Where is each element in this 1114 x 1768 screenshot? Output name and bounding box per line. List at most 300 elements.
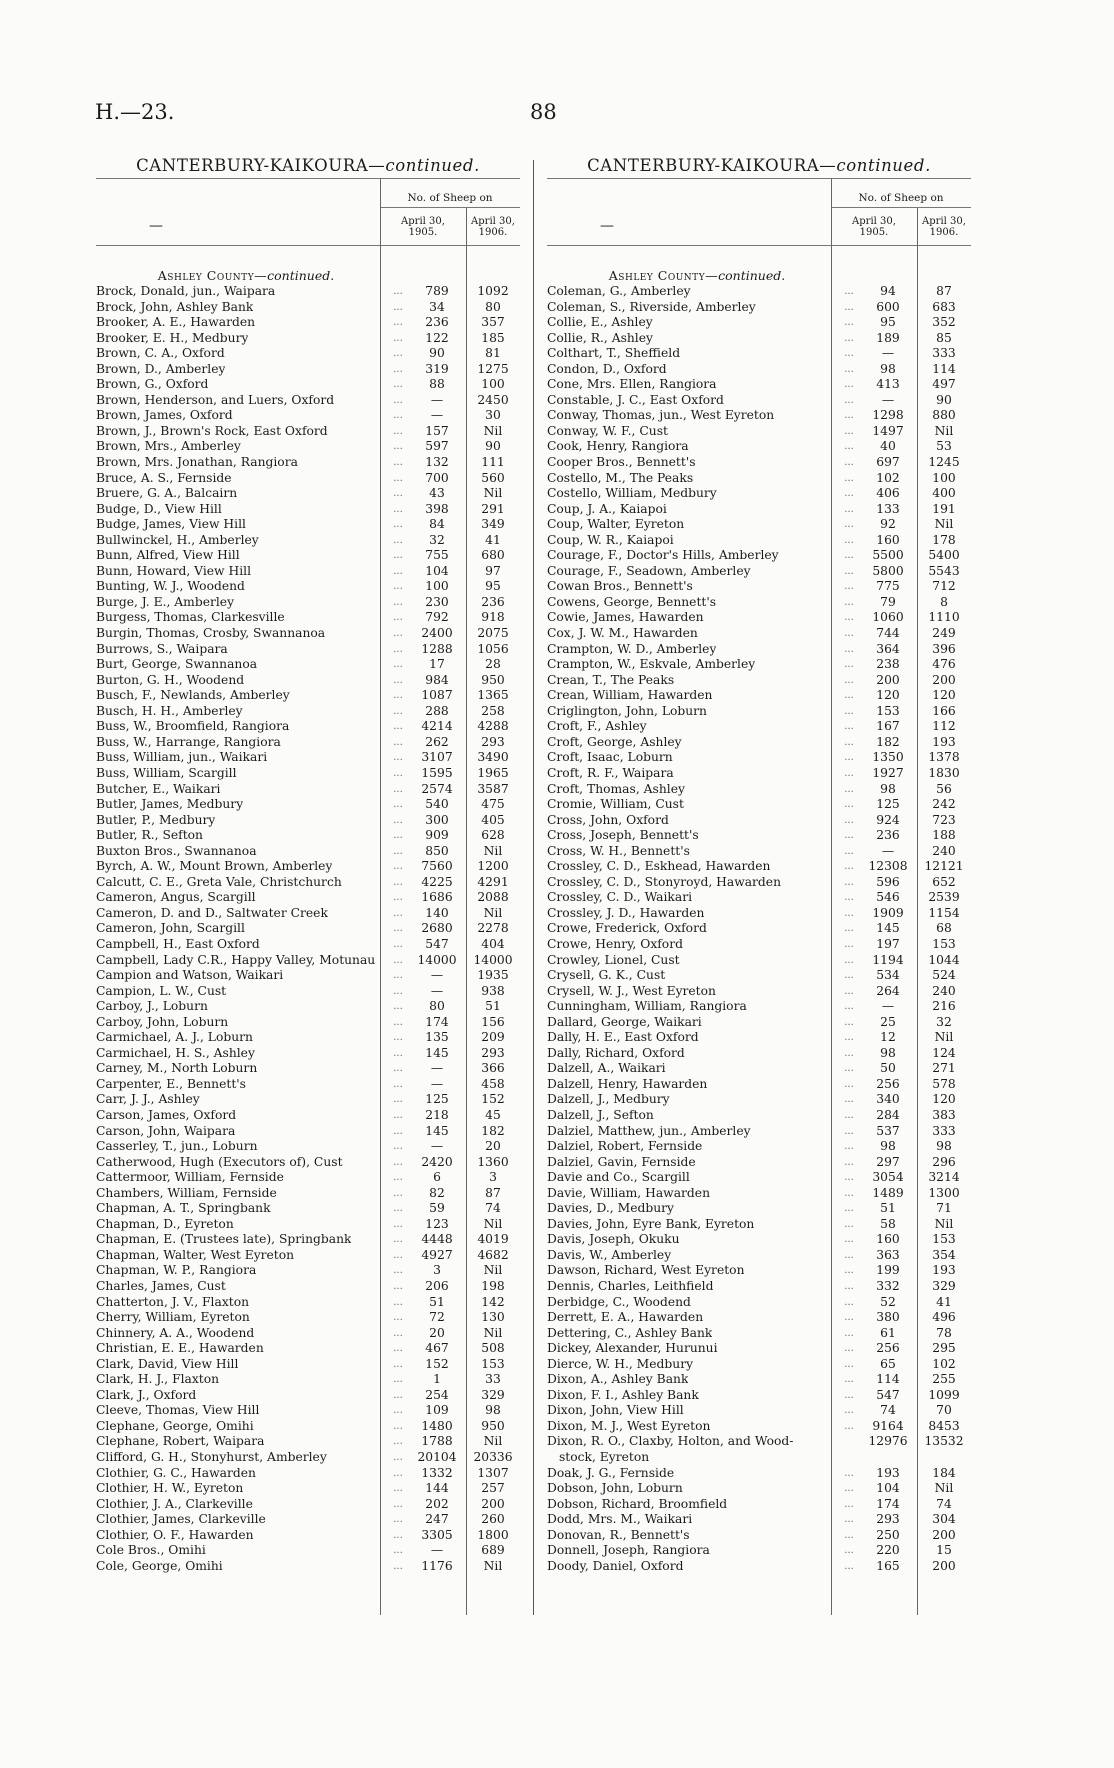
sheep-1905: 256 xyxy=(876,1076,900,1091)
sheep-1905: 14000 xyxy=(417,952,457,967)
sheep-1906: 32 xyxy=(936,1014,952,1029)
sheep-1906: 304 xyxy=(932,1512,956,1527)
sheep-1906: Nil xyxy=(934,517,954,532)
leader-dots: ... xyxy=(844,363,854,375)
table-row xyxy=(96,315,520,331)
section-title-county: Ashley County— xyxy=(157,268,268,283)
sheep-1905: 792 xyxy=(425,610,449,625)
owner-name: Clothier, O. F., Hawarden xyxy=(96,1527,254,1542)
owner-name: Brooker, A. E., Hawarden xyxy=(96,315,256,330)
owner-name: Clothier, J. A., Clarkeville xyxy=(96,1496,253,1511)
table-row xyxy=(96,1170,520,1186)
sheep-1905: 160 xyxy=(876,532,900,547)
leader-dots: ... xyxy=(393,628,403,640)
sheep-1905: 5800 xyxy=(872,563,904,578)
owner-name: Burgin, Thomas, Crosby, Swannanoa xyxy=(96,626,326,641)
sheep-1905: 32 xyxy=(429,532,445,547)
sheep-1906: Nil xyxy=(483,1434,503,1449)
sheep-1905: 2574 xyxy=(421,781,453,796)
sheep-1905: 12 xyxy=(880,1030,896,1045)
sheep-1905: 5500 xyxy=(872,548,904,563)
owner-name: Clephane, George, Omihi xyxy=(96,1418,254,1433)
owner-name: Dalzell, A., Waikari xyxy=(547,1061,666,1076)
sheep-1906: 258 xyxy=(481,703,505,718)
sheep-1906: 98 xyxy=(485,1403,501,1418)
owner-name: Crean, T., The Peaks xyxy=(547,672,675,687)
leader-dots: ... xyxy=(393,1312,403,1324)
owner-name: Dally, Richard, Oxford xyxy=(547,1045,685,1060)
sheep-1906: 240 xyxy=(932,983,956,998)
leader-dots: ... xyxy=(844,1141,854,1153)
sheep-1906: 209 xyxy=(481,1030,505,1045)
leader-dots: ... xyxy=(844,394,854,406)
sheep-1906: 153 xyxy=(932,1232,956,1247)
table-row xyxy=(96,1357,520,1373)
sheep-1906: 652 xyxy=(932,874,956,889)
sheep-1905: 17 xyxy=(429,657,445,672)
table-row xyxy=(547,766,971,782)
sheep-1906: 184 xyxy=(932,1465,956,1480)
sheep-1906: 156 xyxy=(481,1014,505,1029)
column-title-continued: continued. xyxy=(385,156,480,175)
leader-dots: ... xyxy=(844,581,854,593)
owner-name: Dickey, Alexander, Hurunui xyxy=(547,1341,718,1356)
sheep-1905: 88 xyxy=(429,377,445,392)
owner-name: Condon, D., Oxford xyxy=(547,361,667,376)
sheep-1906: 78 xyxy=(936,1325,952,1340)
leader-dots: ... xyxy=(844,1483,854,1495)
sheep-1905: — xyxy=(430,1139,444,1154)
sheep-1905: 236 xyxy=(876,828,900,843)
sheep-1905: 167 xyxy=(876,719,900,734)
owner-name: Buss, W., Harrange, Rangiora xyxy=(96,734,281,749)
table-row xyxy=(547,968,971,984)
owner-name: Dalzell, J., Medbury xyxy=(547,1092,670,1107)
sheep-1905: 537 xyxy=(876,1123,900,1138)
owner-name: Campion and Watson, Waikari xyxy=(96,968,284,983)
sheep-1905: 202 xyxy=(425,1496,449,1511)
leader-dots: ... xyxy=(393,1234,403,1246)
leader-dots: ... xyxy=(393,348,403,360)
leader-dots: ... xyxy=(393,1467,403,1479)
sheep-1906: 242 xyxy=(932,797,956,812)
table-row xyxy=(547,610,971,626)
sheep-1905: 58 xyxy=(880,1216,896,1231)
sheep-1906: 87 xyxy=(936,284,952,298)
owner-name: Davies, D., Medbury xyxy=(547,1201,674,1216)
table-row xyxy=(96,953,520,969)
table-row xyxy=(96,595,520,611)
sheep-1905: 597 xyxy=(425,439,449,454)
leader-dots: ... xyxy=(393,954,403,966)
sheep-1905: 236 xyxy=(425,315,449,330)
owner-name: Conway, W. F., Cust xyxy=(547,423,668,438)
sheep-1905: 775 xyxy=(876,579,900,594)
leader-dots: ... xyxy=(393,286,403,297)
owner-name: Budge, James, View Hill xyxy=(96,517,246,532)
owner-name: Catherwood, Hugh (Executors of), Cust xyxy=(96,1154,343,1169)
leader-dots: ... xyxy=(844,845,854,857)
table-row xyxy=(96,579,520,595)
owner-name: Clark, J., Oxford xyxy=(96,1387,197,1402)
sheep-1906: 2278 xyxy=(477,921,509,936)
sheep-1905: 43 xyxy=(429,486,445,501)
table-row xyxy=(96,1248,520,1264)
sheep-1905: 4448 xyxy=(421,1232,453,1247)
table-row xyxy=(96,486,520,502)
header-col-1905-line2: 1905. xyxy=(408,227,438,238)
sheep-1906: 938 xyxy=(481,983,505,998)
owner-name: Brown, James, Oxford xyxy=(96,408,233,423)
table-row xyxy=(547,719,971,735)
owner-name: Chatterton, J. V., Flaxton xyxy=(96,1294,250,1309)
leader-dots: ... xyxy=(844,1249,854,1261)
sheep-1905: — xyxy=(430,968,444,983)
sheep-1905: 123 xyxy=(425,1216,449,1231)
leader-dots: ... xyxy=(844,628,854,640)
table-row xyxy=(96,1528,520,1544)
sheep-1905: 2420 xyxy=(421,1154,453,1169)
section-title-county: Ashley County— xyxy=(608,268,719,283)
sheep-1906: 333 xyxy=(932,1123,956,1138)
leader-dots: ... xyxy=(393,1498,403,1510)
table-row xyxy=(96,548,520,564)
table-row xyxy=(547,782,971,798)
owner-name: Davie, William, Hawarden xyxy=(547,1185,710,1200)
owner-name: Dalzell, J., Sefton xyxy=(547,1107,654,1122)
sheep-1906: Nil xyxy=(934,1216,954,1231)
owner-name: Donovan, R., Bennett's xyxy=(547,1527,690,1542)
table-row xyxy=(547,890,971,906)
owner-name: Butler, P., Medbury xyxy=(96,812,216,827)
leader-dots: ... xyxy=(393,332,403,344)
table-row xyxy=(547,1077,971,1093)
leader-dots: ... xyxy=(844,721,854,733)
sheep-1905: 145 xyxy=(425,1045,449,1060)
sheep-1906: 1300 xyxy=(928,1185,960,1200)
header-col-1906-line2: 1906. xyxy=(478,227,508,238)
sheep-1906: 524 xyxy=(932,968,956,983)
owner-name: Crysell, W. J., West Eyreton xyxy=(547,983,716,998)
sheep-1906: 497 xyxy=(932,377,956,392)
sheep-1906: 357 xyxy=(481,315,505,330)
sheep-1906: 293 xyxy=(481,1045,505,1060)
table-row xyxy=(547,1341,971,1357)
leader-dots: ... xyxy=(393,550,403,562)
sheep-1905: 98 xyxy=(880,781,896,796)
sheep-1906: 68 xyxy=(936,921,952,936)
owner-name: Brock, John, Ashley Bank xyxy=(96,299,254,314)
table-row xyxy=(547,1497,971,1513)
sheep-1906: 352 xyxy=(932,315,956,330)
owner-name: Coleman, G., Amberley xyxy=(547,284,691,298)
sheep-1906: 13532 xyxy=(924,1434,964,1449)
leader-dots: ... xyxy=(844,1187,854,1199)
leader-dots: ... xyxy=(393,1203,403,1215)
owner-name: Cherry, William, Eyreton xyxy=(96,1310,250,1325)
sheep-1906: 216 xyxy=(932,999,956,1014)
sheep-1905: 12308 xyxy=(868,859,908,874)
sheep-1905: 256 xyxy=(876,1341,900,1356)
owner-name: Calcutt, C. E., Greta Vale, Christchurch xyxy=(96,874,342,889)
column-title xyxy=(96,156,520,175)
leader-dots: ... xyxy=(844,783,854,795)
owner-name: Cole Bros., Omihi xyxy=(96,1543,206,1558)
owner-name: Byrch, A. W., Mount Brown, Amberley xyxy=(96,859,333,874)
owner-name: Brown, C. A., Oxford xyxy=(96,346,225,361)
leader-dots: ... xyxy=(393,985,403,997)
owner-name: Busch, F., Newlands, Amberley xyxy=(96,688,290,703)
leader-dots: ... xyxy=(844,892,854,904)
leader-dots: ... xyxy=(844,736,854,748)
table-row xyxy=(547,1186,971,1202)
leader-dots: ... xyxy=(393,814,403,826)
leader-dots: ... xyxy=(844,1514,854,1526)
owner-name: Carpenter, E., Bennett's xyxy=(96,1076,246,1091)
sheep-1906: 28 xyxy=(485,657,501,672)
owner-name: Dixon, John, View Hill xyxy=(547,1403,684,1418)
sheep-1906: 1056 xyxy=(477,641,509,656)
sheep-1906: 111 xyxy=(481,455,505,470)
leader-dots: ... xyxy=(393,1420,403,1432)
leader-dots: ... xyxy=(393,1063,403,1075)
leader-dots: ... xyxy=(844,799,854,811)
table-row xyxy=(547,797,971,813)
leader-dots: ... xyxy=(393,938,403,950)
owner-name: Cross, John, Oxford xyxy=(547,812,669,827)
sheep-1905: 20104 xyxy=(417,1450,457,1465)
table-row xyxy=(547,1543,971,1559)
table-row xyxy=(547,1155,971,1171)
owner-name: Burge, J. E., Amberley xyxy=(96,594,235,609)
table-row xyxy=(547,1139,971,1155)
sheep-1906: 349 xyxy=(481,517,505,532)
owner-name: Dalziel, Gavin, Fernside xyxy=(547,1154,696,1169)
sheep-1905: 1298 xyxy=(872,408,904,423)
owner-name: Dawson, Richard, West Eyreton xyxy=(547,1263,745,1278)
table-row xyxy=(96,1217,520,1233)
sheep-1905: 80 xyxy=(429,999,445,1014)
leader-dots: ... xyxy=(844,674,854,686)
header-group-label: No. of Sheep on xyxy=(407,192,493,204)
sheep-1905: 132 xyxy=(425,455,449,470)
header-rule-top xyxy=(547,178,971,179)
sheep-1906: 191 xyxy=(932,501,956,516)
sheep-1906: 45 xyxy=(485,1107,501,1122)
sheep-1906: 1099 xyxy=(928,1387,960,1402)
table-row xyxy=(547,346,971,362)
table-row xyxy=(547,1279,971,1295)
sheep-1905: 238 xyxy=(876,657,900,672)
table-row xyxy=(547,657,971,673)
header-col-1906-line2: 1906. xyxy=(929,227,959,238)
table-row xyxy=(547,300,971,316)
sheep-1905: 264 xyxy=(876,983,900,998)
table-row xyxy=(96,1077,520,1093)
sheep-1906: Nil xyxy=(483,1325,503,1340)
table-row xyxy=(96,610,520,626)
owner-name: Cowie, James, Hawarden xyxy=(547,610,704,625)
owner-name: Crysell, G. K., Cust xyxy=(547,968,666,983)
leader-dots: ... xyxy=(844,534,854,546)
leader-dots: ... xyxy=(844,1218,854,1230)
leader-dots: ... xyxy=(393,1094,403,1106)
owner-name: Doak, J. G., Fernside xyxy=(547,1465,675,1480)
leader-dots: ... xyxy=(844,472,854,484)
sheep-1906: 90 xyxy=(936,392,952,407)
owner-name: Constable, J. C., East Oxford xyxy=(547,392,724,407)
table-row xyxy=(547,1217,971,1233)
sheep-1905: 95 xyxy=(880,315,896,330)
sheep-1906: 4291 xyxy=(477,874,509,889)
leader-dots: ... xyxy=(393,1172,403,1184)
sheep-1905: — xyxy=(881,392,895,407)
table-row xyxy=(547,1512,971,1528)
table-row xyxy=(96,1543,520,1559)
leader-dots: ... xyxy=(393,1389,403,1401)
sheep-1905: 789 xyxy=(425,284,449,298)
sheep-1905: 102 xyxy=(876,470,900,485)
table-row xyxy=(547,284,971,300)
sheep-1905: 1489 xyxy=(872,1185,904,1200)
sheep-1905: 744 xyxy=(876,626,900,641)
sheep-1906: 271 xyxy=(932,1061,956,1076)
owner-name: Cole, George, Omihi xyxy=(96,1558,223,1573)
sheep-1905: — xyxy=(430,1061,444,1076)
leader-dots: ... xyxy=(844,752,854,764)
sheep-1905: 74 xyxy=(880,1403,896,1418)
sheep-1905: 1350 xyxy=(872,750,904,765)
column-divider xyxy=(533,160,534,1615)
owner-name: Brown, Mrs. Jonathan, Rangiora xyxy=(96,455,298,470)
sheep-1906: 112 xyxy=(932,719,956,734)
table-row xyxy=(96,1466,520,1482)
sheep-1905: 145 xyxy=(876,921,900,936)
owner-name: Brown, Mrs., Amberley xyxy=(96,439,241,454)
sheep-1905: 84 xyxy=(429,517,445,532)
owner-name: Davis, W., Amberley xyxy=(547,1247,672,1262)
sheep-1905: 300 xyxy=(425,812,449,827)
table-row xyxy=(96,471,520,487)
owner-name: Davis, Joseph, Okuku xyxy=(547,1232,680,1247)
sheep-1906: 200 xyxy=(932,672,956,687)
table-row xyxy=(547,595,971,611)
sheep-1905: 174 xyxy=(876,1496,900,1511)
leader-dots: ... xyxy=(844,550,854,562)
sheep-1906: 97 xyxy=(485,563,501,578)
sheep-1906: Nil xyxy=(483,486,503,501)
sheep-1906: 689 xyxy=(481,1543,505,1558)
table-row xyxy=(96,1186,520,1202)
leader-dots: ... xyxy=(393,767,403,779)
sheep-1906: 100 xyxy=(481,377,505,392)
header-col-1906-line1: April 30, xyxy=(922,216,966,227)
leader-dots: ... xyxy=(844,1234,854,1246)
table-row xyxy=(547,642,971,658)
owner-name: Derbidge, C., Woodend xyxy=(547,1294,691,1309)
table-row xyxy=(96,999,520,1015)
table-row xyxy=(96,533,520,549)
owner-name: Butler, James, Medbury xyxy=(96,797,244,812)
leader-dots: ... xyxy=(393,441,403,453)
sheep-1906: Nil xyxy=(483,1263,503,1278)
sheep-1906: 2450 xyxy=(477,392,509,407)
sheep-1905: 144 xyxy=(425,1481,449,1496)
sheep-1906: 4682 xyxy=(477,1247,509,1262)
leader-dots: ... xyxy=(844,348,854,360)
owner-name: Dettering, C., Ashley Bank xyxy=(547,1325,713,1340)
sheep-1906: 200 xyxy=(932,1558,956,1573)
sheep-1906: 20336 xyxy=(473,1450,513,1465)
table-row xyxy=(547,1061,971,1077)
sheep-1905: 92 xyxy=(880,517,896,532)
table-row xyxy=(96,346,520,362)
leader-dots: ... xyxy=(844,301,854,313)
sheep-1906: 142 xyxy=(481,1294,505,1309)
owner-name: Cromie, William, Cust xyxy=(547,797,684,812)
header-col-1905 xyxy=(831,216,917,238)
sheep-1905: 20 xyxy=(429,1325,445,1340)
column-title-continued: continued. xyxy=(836,156,931,175)
sheep-1905: 133 xyxy=(876,501,900,516)
table-row xyxy=(547,704,971,720)
sheep-1906: 90 xyxy=(485,439,501,454)
leader-dots: ... xyxy=(844,1529,854,1541)
section-title xyxy=(96,268,396,283)
sheep-1906: 475 xyxy=(481,797,505,812)
sheep-1906: 81 xyxy=(485,346,501,361)
header-rule-bottom xyxy=(547,245,971,246)
leader-dots: ... xyxy=(393,503,403,515)
leader-dots: ... xyxy=(393,1032,403,1044)
header-col-1905-line1: April 30, xyxy=(401,216,445,227)
owner-name: Dobson, Richard, Broomfield xyxy=(547,1496,728,1511)
sheep-1906: 70 xyxy=(936,1403,952,1418)
table-row xyxy=(547,953,971,969)
sheep-1905: — xyxy=(430,983,444,998)
sheep-1905: 153 xyxy=(876,703,900,718)
leader-dots: ... xyxy=(393,1436,403,1448)
table-row xyxy=(96,1434,520,1450)
owner-name: Criglington, John, Loburn xyxy=(547,703,707,718)
sheep-1906: 260 xyxy=(481,1512,505,1527)
sheep-1906: 85 xyxy=(936,330,952,345)
leader-dots: ... xyxy=(393,1187,403,1199)
sheep-1905: 1087 xyxy=(421,688,453,703)
table-row xyxy=(547,315,971,331)
sheep-1905: — xyxy=(881,346,895,361)
sheep-1906: 400 xyxy=(932,486,956,501)
header-col-1905 xyxy=(380,216,466,238)
owner-name: Dallard, George, Waikari xyxy=(547,1014,702,1029)
owner-name: Brown, D., Amberley xyxy=(96,361,226,376)
table-row xyxy=(96,657,520,673)
leader-dots: ... xyxy=(393,923,403,935)
owner-name: Brown, G., Oxford xyxy=(96,377,209,392)
leader-dots: ... xyxy=(393,488,403,500)
owner-name: Davie and Co., Scargill xyxy=(547,1170,690,1185)
sheep-1906: 30 xyxy=(485,408,501,423)
table-row xyxy=(96,859,520,875)
sheep-1906: 1378 xyxy=(928,750,960,765)
leader-dots: ... xyxy=(844,1032,854,1044)
table-row xyxy=(547,1295,971,1311)
sheep-1905: 6 xyxy=(433,1170,441,1185)
sheep-1906: 918 xyxy=(481,610,505,625)
sheep-1905: 340 xyxy=(876,1092,900,1107)
sheep-1906: 1154 xyxy=(928,905,960,920)
sheep-1906: 249 xyxy=(932,626,956,641)
